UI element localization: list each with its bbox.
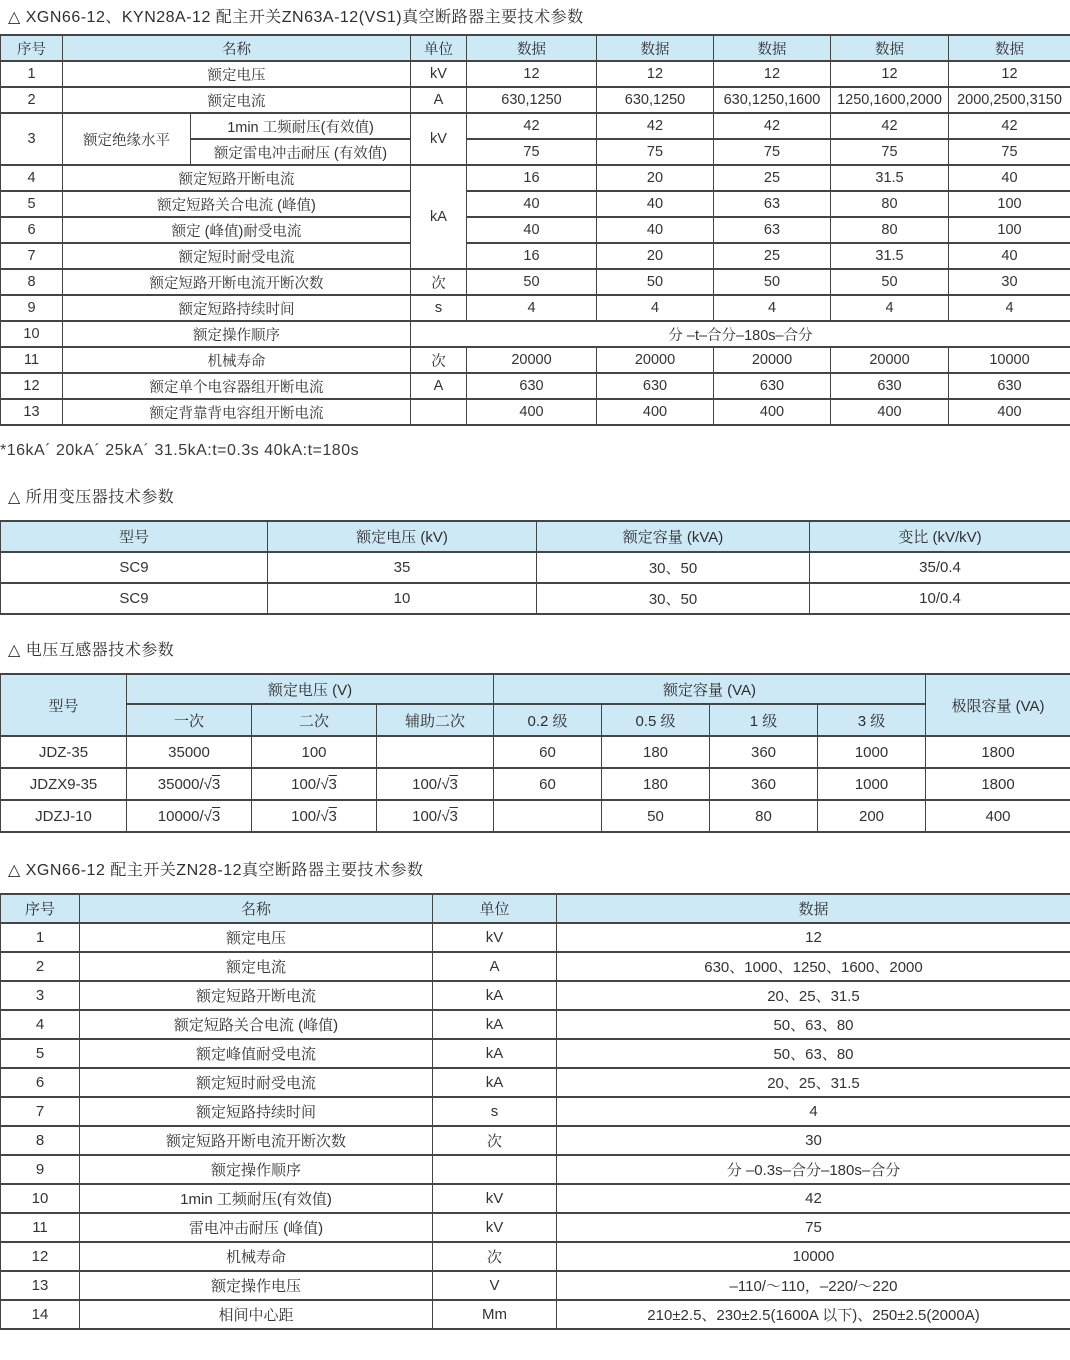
table-row <box>1 1097 1070 1126</box>
table-zn28-breaker-params <box>0 893 1070 1330</box>
table-row <box>1 1155 1070 1184</box>
table-cell: 额定短路开断电流开断次数 <box>63 269 411 295</box>
table-cell: 10000/√3 <box>127 800 252 832</box>
table-cell: s <box>433 1097 557 1126</box>
table-cell: 100/√3 <box>252 768 377 800</box>
table-row <box>1 521 1070 552</box>
table-cell: 4 <box>467 295 597 321</box>
table-cell: kV <box>411 61 467 87</box>
table-cell: 4 <box>557 1097 1070 1126</box>
table-cell: 12 <box>949 61 1070 87</box>
table-cell: 40 <box>597 217 714 243</box>
table-cell: 80 <box>831 217 949 243</box>
table-cell: 额定绝缘水平 <box>63 113 191 165</box>
table-cell: 30、50 <box>537 583 810 614</box>
table-cell: 相间中心距 <box>80 1300 433 1329</box>
table-voltage-transformer-params <box>0 673 1070 833</box>
table-cell: 100 <box>949 191 1070 217</box>
table-cell: 630 <box>467 373 597 399</box>
table-cell: 400 <box>597 399 714 425</box>
table-cell: 12 <box>557 923 1070 952</box>
header-cell: 一次 <box>127 704 252 736</box>
table-row <box>1 399 1070 425</box>
table-cell: 6 <box>1 217 63 243</box>
sqrt3-value: √3 <box>320 807 337 825</box>
table-cell: 30 <box>557 1126 1070 1155</box>
table-cell: 额定电流 <box>80 952 433 981</box>
table-row <box>1 269 1070 295</box>
header-cell: 0.2 级 <box>494 704 602 736</box>
table-cell: 额定短路关合电流 (峰值) <box>63 191 411 217</box>
table-cell: 630 <box>714 373 831 399</box>
table-cell: 630 <box>949 373 1070 399</box>
table-row <box>1 1213 1070 1242</box>
sqrt3-value: √3 <box>203 807 221 825</box>
table-cell: 63 <box>714 217 831 243</box>
table-cell: 12 <box>1 1242 80 1271</box>
table-cell: 50、63、80 <box>557 1039 1070 1068</box>
sqrt3-value: √3 <box>320 775 337 793</box>
table-cell: A <box>411 87 467 113</box>
table-cell: 2 <box>1 952 80 981</box>
table-cell: 12 <box>714 61 831 87</box>
table-cell: 3 <box>1 113 63 165</box>
table-cell: –110/～110，–220/～220 <box>557 1271 1070 1300</box>
table-cell: kA <box>433 1068 557 1097</box>
section-title-transformer-params: △ 所用变压器技术参数 <box>8 489 175 506</box>
table-cell: kV <box>433 1184 557 1213</box>
table-cell: 12 <box>467 61 597 87</box>
header-cell: 数据 <box>949 35 1070 61</box>
table-row <box>1 894 1070 923</box>
table-row <box>1 347 1070 373</box>
table-cell: 分 –t–合分–180s–合分 <box>411 321 1070 347</box>
table-cell: 1 <box>1 923 80 952</box>
table-cell: 分 –0.3s–合分–180s–合分 <box>557 1155 1070 1184</box>
table-cell: 630、1000、1250、1600、2000 <box>557 952 1070 981</box>
table-cell: 100/√3 <box>377 800 494 832</box>
header-cell: 名称 <box>80 894 433 923</box>
table-cell: 1800 <box>926 768 1070 800</box>
table-cell: 2 <box>1 87 63 113</box>
table-cell: 20000 <box>467 347 597 373</box>
table-cell: 额定 (峰值)耐受电流 <box>63 217 411 243</box>
table-cell: 次 <box>433 1126 557 1155</box>
table-cell: 100/√3 <box>377 768 494 800</box>
table-cell: 1min 工频耐压(有效值) <box>191 113 411 139</box>
table-cell: 雷电冲击耐压 (峰值) <box>80 1213 433 1242</box>
table-cell: 机械寿命 <box>63 347 411 373</box>
table-cell: 400 <box>831 399 949 425</box>
table-cell: 1000 <box>818 768 926 800</box>
header-cell: 数据 <box>831 35 949 61</box>
table-cell: SC9 <box>1 583 268 614</box>
table-row <box>1 1010 1070 1039</box>
table-cell: 100/√3 <box>252 800 377 832</box>
sqrt3-value: √3 <box>441 775 458 793</box>
table-cell: 14 <box>1 1300 80 1329</box>
header-cell: 额定容量 (VA) <box>494 674 926 704</box>
table-cell: 20 <box>597 243 714 269</box>
data-table <box>0 893 1070 1330</box>
table-row <box>1 1184 1070 1213</box>
table-cell <box>377 736 494 768</box>
table-cell: 1min 工频耐压(有效值) <box>80 1184 433 1213</box>
table-cell: 42 <box>557 1184 1070 1213</box>
section-title-zn63a-breaker-params: △ XGN66-12、KYN28A-12 配主开关ZN63A-12(VS1)真空断路器主要技术参数 <box>8 9 584 26</box>
table-cell: 11 <box>1 1213 80 1242</box>
section-title-voltage-transformer-params: △ 电压互感器技术参数 <box>8 642 175 659</box>
table-cell: 630 <box>831 373 949 399</box>
table-row <box>1 981 1070 1010</box>
header-cell: 单位 <box>411 35 467 61</box>
table-cell: 35000/√3 <box>127 768 252 800</box>
table-cell: 100 <box>949 217 1070 243</box>
table-cell: 额定短路关合电流 (峰值) <box>80 1010 433 1039</box>
table-cell: kA <box>433 981 557 1010</box>
table-cell: 20 <box>597 165 714 191</box>
table-row <box>1 165 1070 191</box>
table-row <box>1 191 1070 217</box>
table-row <box>1 113 1070 139</box>
header-cell: 序号 <box>1 894 80 923</box>
table-cell: 42 <box>467 113 597 139</box>
table-row <box>1 61 1070 87</box>
table-cell: 额定短时耐受电流 <box>63 243 411 269</box>
table-row <box>1 952 1070 981</box>
header-cell: 型号 <box>1 674 127 736</box>
table-cell: 额定短路开断电流 <box>80 981 433 1010</box>
table-cell: 31.5 <box>831 243 949 269</box>
table-row <box>1 1271 1070 1300</box>
table-row <box>1 552 1070 583</box>
table-cell: 630,1250 <box>467 87 597 113</box>
table-row <box>1 923 1070 952</box>
table-cell: 75 <box>597 139 714 165</box>
table-cell: 额定短时耐受电流 <box>80 1068 433 1097</box>
table-cell: 60 <box>494 768 602 800</box>
table-cell: 7 <box>1 243 63 269</box>
table-cell: SC9 <box>1 552 268 583</box>
table-row <box>1 1039 1070 1068</box>
sqrt3-value: √3 <box>203 775 221 793</box>
table-cell: 次 <box>411 347 467 373</box>
table-cell: 20、25、31.5 <box>557 1068 1070 1097</box>
table-cell: 10 <box>268 583 537 614</box>
table-row <box>1 321 1070 347</box>
header-cell: 单位 <box>433 894 557 923</box>
table-cell: 180 <box>602 736 710 768</box>
header-cell: 序号 <box>1 35 63 61</box>
table-cell: 75 <box>949 139 1070 165</box>
table-cell: 16 <box>467 165 597 191</box>
table-cell: 50 <box>467 269 597 295</box>
table-cell: 1 <box>1 61 63 87</box>
header-cell: 名称 <box>63 35 411 61</box>
table-cell: 42 <box>714 113 831 139</box>
table-cell: 40 <box>467 191 597 217</box>
table-cell: kV <box>433 1213 557 1242</box>
header-cell: 数据 <box>467 35 597 61</box>
data-table <box>0 673 1070 833</box>
table-cell: 额定雷电冲击耐压 (有效值) <box>191 139 411 165</box>
table-cell: 75 <box>467 139 597 165</box>
table-cell: 额定电压 <box>80 923 433 952</box>
table-cell: 额定峰值耐受电流 <box>80 1039 433 1068</box>
header-cell: 辅助二次 <box>377 704 494 736</box>
sqrt3-value: √3 <box>441 807 458 825</box>
table-cell: 20000 <box>831 347 949 373</box>
table-cell: 35/0.4 <box>810 552 1070 583</box>
table-cell: 额定电流 <box>63 87 411 113</box>
table-cell: 20、25、31.5 <box>557 981 1070 1010</box>
table-cell: 400 <box>467 399 597 425</box>
table-cell: 1250,1600,2000 <box>831 87 949 113</box>
header-cell: 额定电压 (kV) <box>268 521 537 552</box>
table-cell: 1000 <box>818 736 926 768</box>
table-cell: 12 <box>831 61 949 87</box>
header-cell: 极限容量 (VA) <box>926 674 1070 736</box>
header-cell: 3 级 <box>818 704 926 736</box>
table-cell: A <box>433 952 557 981</box>
table-cell: kV <box>411 113 467 165</box>
table-cell: 10 <box>1 1184 80 1213</box>
table-cell: 30 <box>949 269 1070 295</box>
table-cell: kA <box>411 165 467 269</box>
table-cell: 42 <box>949 113 1070 139</box>
table-cell: 360 <box>710 736 818 768</box>
table-cell: 180 <box>602 768 710 800</box>
data-table <box>0 34 1070 426</box>
table-cell: 400 <box>926 800 1070 832</box>
table-cell: 40 <box>467 217 597 243</box>
table-row <box>1 1126 1070 1155</box>
table-cell: 42 <box>831 113 949 139</box>
table-cell: 12 <box>1 373 63 399</box>
table-cell: 额定短路开断电流开断次数 <box>80 1126 433 1155</box>
footnote-short-circuit-times: *16kA´ 20kA´ 25kA´ 31.5kA:t=0.3s 40kA:t=180s <box>0 442 360 459</box>
table-row <box>1 1068 1070 1097</box>
section-title-zn28-breaker-params: △ XGN66-12 配主开关ZN28-12真空断路器主要技术参数 <box>8 862 424 879</box>
table-cell: 9 <box>1 295 63 321</box>
table-cell: 63 <box>714 191 831 217</box>
table-cell: 20000 <box>714 347 831 373</box>
table-cell: 10000 <box>949 347 1070 373</box>
table-cell: JDZJ-10 <box>1 800 127 832</box>
table-cell: 额定操作顺序 <box>80 1155 433 1184</box>
table-row <box>1 373 1070 399</box>
table-cell: 30、50 <box>537 552 810 583</box>
table-cell: 13 <box>1 1271 80 1300</box>
table-cell: 75 <box>714 139 831 165</box>
table-row <box>1 243 1070 269</box>
table-row <box>1 87 1070 113</box>
table-cell: 13 <box>1 399 63 425</box>
table-row <box>1 674 1070 704</box>
table-cell: 1800 <box>926 736 1070 768</box>
table-cell: 次 <box>433 1242 557 1271</box>
table-cell: 4 <box>597 295 714 321</box>
table-cell: 630,1250 <box>597 87 714 113</box>
table-cell: 210±2.5、230±2.5(1600A 以下)、250±2.5(2000A) <box>557 1300 1070 1329</box>
table-cell: 11 <box>1 347 63 373</box>
table-cell: 10000 <box>557 1242 1070 1271</box>
header-cell: 数据 <box>714 35 831 61</box>
table-cell: 50 <box>602 800 710 832</box>
table-cell: 40 <box>597 191 714 217</box>
table-cell: 9 <box>1 1155 80 1184</box>
table-cell: 80 <box>710 800 818 832</box>
table-cell: A <box>411 373 467 399</box>
table-cell: 机械寿命 <box>80 1242 433 1271</box>
table-cell: s <box>411 295 467 321</box>
table-cell <box>494 800 602 832</box>
table-cell: 20000 <box>597 347 714 373</box>
table-cell: 31.5 <box>831 165 949 191</box>
table-cell: 80 <box>831 191 949 217</box>
table-cell: 360 <box>710 768 818 800</box>
table-cell: 10 <box>1 321 63 347</box>
table-cell: 40 <box>949 243 1070 269</box>
table-cell: 400 <box>949 399 1070 425</box>
table-cell: 50 <box>714 269 831 295</box>
table-cell: 200 <box>818 800 926 832</box>
table-cell: 50、63、80 <box>557 1010 1070 1039</box>
table-cell: 25 <box>714 165 831 191</box>
table-row <box>1 583 1070 614</box>
table-row <box>1 704 1070 736</box>
table-cell: 额定电压 <box>63 61 411 87</box>
header-cell: 0.5 级 <box>602 704 710 736</box>
header-cell: 数据 <box>557 894 1070 923</box>
header-cell: 1 级 <box>710 704 818 736</box>
data-table <box>0 520 1070 615</box>
table-cell: 额定短路开断电流 <box>63 165 411 191</box>
table-cell: kA <box>433 1010 557 1039</box>
header-cell: 额定容量 (kVA) <box>537 521 810 552</box>
table-cell: 75 <box>557 1213 1070 1242</box>
table-cell: 75 <box>831 139 949 165</box>
header-cell: 数据 <box>597 35 714 61</box>
table-cell: 8 <box>1 269 63 295</box>
table-row <box>1 295 1070 321</box>
table-cell: 42 <box>597 113 714 139</box>
header-cell: 型号 <box>1 521 268 552</box>
table-cell: 额定短路持续时间 <box>63 295 411 321</box>
table-cell: 额定操作电压 <box>80 1271 433 1300</box>
table-cell: 5 <box>1 191 63 217</box>
table-row <box>1 217 1070 243</box>
table-cell: 50 <box>831 269 949 295</box>
table-cell: 50 <box>597 269 714 295</box>
table-cell: 额定短路持续时间 <box>80 1097 433 1126</box>
table-cell: 16 <box>467 243 597 269</box>
table-cell: 25 <box>714 243 831 269</box>
table-cell <box>433 1155 557 1184</box>
table-cell: 7 <box>1 1097 80 1126</box>
table-cell: 额定单个电容器组开断电流 <box>63 373 411 399</box>
table-cell: 额定操作顺序 <box>63 321 411 347</box>
table-cell: 60 <box>494 736 602 768</box>
table-row <box>1 736 1070 768</box>
table-cell <box>411 399 467 425</box>
table-transformer-params <box>0 520 1070 615</box>
table-cell: 10/0.4 <box>810 583 1070 614</box>
table-cell: 400 <box>714 399 831 425</box>
table-row <box>1 800 1070 832</box>
table-row <box>1 1300 1070 1329</box>
table-cell: V <box>433 1271 557 1300</box>
header-cell: 二次 <box>252 704 377 736</box>
table-cell: 35 <box>268 552 537 583</box>
table-row <box>1 1242 1070 1271</box>
table-cell: 额定背靠背电容组开断电流 <box>63 399 411 425</box>
table-cell: 4 <box>831 295 949 321</box>
table-cell: 40 <box>949 165 1070 191</box>
table-zn63a-breaker-params <box>0 34 1070 426</box>
table-cell: JDZ-35 <box>1 736 127 768</box>
table-row <box>1 768 1070 800</box>
table-cell: kV <box>433 923 557 952</box>
table-cell: 3 <box>1 981 80 1010</box>
table-cell: 8 <box>1 1126 80 1155</box>
table-cell: 12 <box>597 61 714 87</box>
table-cell: kA <box>433 1039 557 1068</box>
table-cell: JDZX9-35 <box>1 768 127 800</box>
table-cell: 2000,2500,3150 <box>949 87 1070 113</box>
table-cell: 4 <box>1 1010 80 1039</box>
table-cell: 4 <box>1 165 63 191</box>
table-cell: 35000 <box>127 736 252 768</box>
table-cell: 630 <box>597 373 714 399</box>
table-row <box>1 35 1070 61</box>
table-cell: 次 <box>411 269 467 295</box>
table-cell: Mm <box>433 1300 557 1329</box>
table-cell: 6 <box>1 1068 80 1097</box>
header-cell: 额定电压 (V) <box>127 674 494 704</box>
header-cell: 变比 (kV/kV) <box>810 521 1070 552</box>
table-cell: 4 <box>714 295 831 321</box>
table-cell: 630,1250,1600 <box>714 87 831 113</box>
table-cell: 100 <box>252 736 377 768</box>
table-cell: 4 <box>949 295 1070 321</box>
table-cell: 5 <box>1 1039 80 1068</box>
